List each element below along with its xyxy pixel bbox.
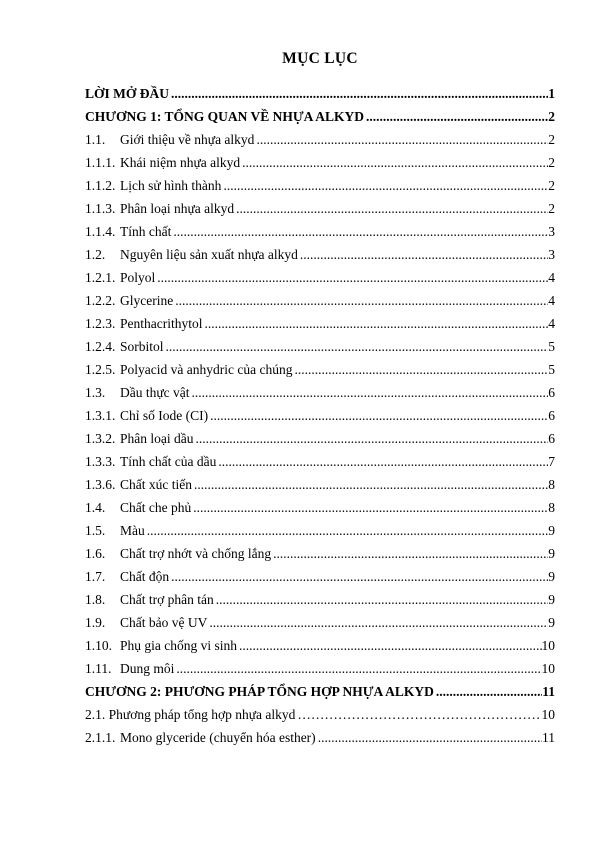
toc-leader-dots — [171, 82, 548, 105]
toc-page-number: 4 — [548, 293, 555, 308]
toc-entry-number: 1.1.1. — [85, 155, 116, 170]
toc-entry — [85, 427, 555, 450]
toc-entry-label: Chất trợ nhớt và chống lắng — [120, 546, 272, 561]
toc-entry-label: Phân loại nhựa alkyd — [120, 201, 235, 216]
toc-entry-label: Giới thiệu về nhựa alkyd — [120, 132, 255, 147]
toc-entry — [85, 151, 555, 174]
toc-page-number: 4 — [548, 316, 555, 331]
toc-entry — [85, 266, 555, 289]
toc-entry-label: Lịch sử hình thành — [120, 178, 222, 193]
toc-entry-number: 1.10. — [85, 638, 112, 653]
toc-entry-number: 1.2.5. — [85, 362, 116, 377]
toc-page-number: 8 — [548, 500, 555, 515]
toc-leader-dots — [210, 404, 548, 427]
toc-page-number: 6 — [548, 431, 555, 446]
toc-page-number: 4 — [548, 270, 555, 285]
toc-entry-number: 1.2.1. — [85, 270, 116, 285]
toc-page-number: 2 — [548, 201, 555, 216]
toc-entry-number: 1.9. — [85, 615, 106, 630]
toc-leader-dots — [223, 174, 548, 197]
toc-entry — [85, 703, 555, 726]
toc-page-number: 10 — [541, 707, 555, 722]
toc-entry — [85, 358, 555, 381]
toc-leader-dots — [204, 312, 548, 335]
toc-leader-dots — [366, 105, 548, 128]
toc-leader-dots — [192, 381, 549, 404]
toc-leader-dots — [176, 657, 541, 680]
toc-entry — [85, 289, 555, 312]
toc-page-number: 1 — [548, 86, 555, 101]
toc-leader-dots — [193, 496, 548, 519]
toc-entry-number: 1.3.6. — [85, 477, 116, 492]
toc-entry-label: CHƯƠNG 2: PHƯƠNG PHÁP TỔNG HỢP NHỰA ALKYD — [85, 684, 434, 699]
toc-leader-dots — [242, 151, 548, 174]
toc-leader-dots — [166, 335, 549, 358]
toc-entry — [85, 588, 555, 611]
toc-entry — [85, 634, 555, 657]
toc-entry — [85, 82, 555, 105]
toc-leader-dots — [300, 243, 548, 266]
toc-entry-number: 1.2.2. — [85, 293, 116, 308]
toc-entry-number: 1.1.3. — [85, 201, 116, 216]
toc-entry-number: 1.4. — [85, 500, 106, 515]
toc-entry-label: 2.1. Phương pháp tổng hợp nhựa alkyd — [85, 707, 296, 722]
toc-leader-dots — [318, 726, 542, 749]
toc-entry-label: Phân loại dầu — [120, 431, 194, 446]
toc-entry-label: LỜI MỞ ĐẦU — [85, 86, 169, 101]
toc-entry — [85, 128, 555, 151]
toc-entry-number: 1.2.4. — [85, 339, 116, 354]
toc-page-number: 5 — [548, 339, 555, 354]
toc-entry-label: Chất độn — [120, 569, 170, 584]
toc-leader-dots — [196, 427, 549, 450]
toc-page-number: 7 — [548, 454, 555, 469]
toc-entry-label: Khái niệm nhựa alkyd — [120, 155, 241, 170]
toc-entry — [85, 657, 555, 680]
toc-entry-label: Phụ gia chống vi sinh — [120, 638, 237, 653]
toc-entry-number: 1.3.3. — [85, 454, 116, 469]
toc-page-number: 9 — [548, 523, 555, 538]
toc-entry — [85, 220, 555, 243]
toc-entry-label: Mono glyceride (chuyển hóa esther) — [120, 730, 316, 745]
toc-leader-dots — [194, 473, 548, 496]
toc-page-number: 2 — [548, 155, 555, 170]
toc-list — [85, 82, 555, 749]
toc-leader-dots — [297, 703, 541, 726]
toc-entry-label: Chất xúc tiến — [120, 477, 192, 492]
toc-page-number: 11 — [542, 730, 555, 745]
toc-page-number: 9 — [548, 569, 555, 584]
toc-entry-label: Tính chất của dầu — [120, 454, 217, 469]
toc-entry-number: 1.6. — [85, 546, 106, 561]
toc-leader-dots — [173, 220, 548, 243]
toc-leader-dots — [171, 565, 548, 588]
toc-entry — [85, 726, 555, 749]
toc-title: MỤC LỤC — [282, 50, 358, 67]
toc-leader-dots — [175, 289, 548, 312]
toc-entry-label: Sorbitol — [120, 339, 164, 354]
toc-entry-label: Chất trợ phân tán — [120, 592, 214, 607]
toc-entry — [85, 450, 555, 473]
toc-entry-number: 1.5. — [85, 523, 106, 538]
toc-page-number: 9 — [548, 615, 555, 630]
toc-leader-dots — [294, 358, 548, 381]
toc-leader-dots — [236, 197, 548, 220]
toc-page-number: 11 — [542, 684, 555, 699]
toc-leader-dots — [218, 450, 548, 473]
toc-leader-dots — [239, 634, 542, 657]
toc-entry-number: 1.1.4. — [85, 224, 116, 239]
toc-leader-dots — [157, 266, 548, 289]
toc-entry-label: Glycerine — [120, 293, 174, 308]
toc-entry — [85, 105, 555, 128]
toc-page-number: 10 — [541, 638, 555, 653]
toc-entry-number: 1.3.2. — [85, 431, 116, 446]
toc-entry — [85, 174, 555, 197]
toc-entry — [85, 381, 555, 404]
toc-entry-number: 1.3. — [85, 385, 106, 400]
toc-page-number: 2 — [548, 132, 555, 147]
toc-entry-number: 1.2. — [85, 247, 106, 262]
toc-entry-label: Polyacid và anhydric của chúng — [120, 362, 293, 377]
toc-page-number: 9 — [548, 546, 555, 561]
toc-entry — [85, 519, 555, 542]
toc-entry-label: Nguyên liệu sản xuất nhựa alkyd — [120, 247, 298, 262]
toc-leader-dots — [256, 128, 548, 151]
toc-entry-label: Chất che phủ — [120, 500, 192, 515]
toc-entry — [85, 335, 555, 358]
toc-entry-label: CHƯƠNG 1: TỔNG QUAN VỀ NHỰA ALKYD — [85, 109, 365, 124]
toc-entry-number: 1.8. — [85, 592, 106, 607]
toc-page-number: 2 — [548, 178, 555, 193]
toc-page-number: 6 — [548, 408, 555, 423]
toc-entry — [85, 542, 555, 565]
toc-page-number: 8 — [548, 477, 555, 492]
toc-entry-number: 2.1.1. — [85, 730, 116, 745]
toc-entry — [85, 611, 555, 634]
toc-entry — [85, 197, 555, 220]
toc-entry-label: Dung môi — [120, 661, 175, 676]
toc-entry — [85, 312, 555, 335]
toc-page-number: 3 — [548, 224, 555, 239]
toc-page-number: 10 — [541, 661, 555, 676]
toc-leader-dots — [436, 680, 542, 703]
toc-page-number: 5 — [548, 362, 555, 377]
toc-entry — [85, 404, 555, 427]
toc-entry-label: Chất bảo vệ UV — [120, 615, 208, 630]
toc-entry-label: Màu — [120, 523, 145, 538]
toc-entry-label: Penthacrithytol — [120, 316, 203, 331]
toc-entry-label: Dầu thực vật — [120, 385, 190, 400]
toc-entry-number: 1.2.3. — [85, 316, 116, 331]
toc-page-number: 3 — [548, 247, 555, 262]
toc-leader-dots — [273, 542, 548, 565]
toc-entry-number: 1.3.1. — [85, 408, 116, 423]
toc-entry-number: 1.1. — [85, 132, 106, 147]
toc-page-number: 9 — [548, 592, 555, 607]
toc-leader-dots — [147, 519, 549, 542]
toc-entry-number: 1.1.2. — [85, 178, 116, 193]
toc-entry — [85, 680, 555, 703]
toc-entry — [85, 243, 555, 266]
toc-entry-number: 1.11. — [85, 661, 112, 676]
toc-leader-dots — [209, 611, 548, 634]
toc-entry — [85, 473, 555, 496]
toc-entry — [85, 565, 555, 588]
toc-page-number: 6 — [548, 385, 555, 400]
toc-leader-dots — [216, 588, 549, 611]
toc-entry — [85, 496, 555, 519]
toc-entry-number: 1.7. — [85, 569, 106, 584]
toc-entry-label: Chỉ số Iode (CI) — [120, 408, 209, 423]
toc-page-number: 2 — [548, 109, 555, 124]
toc-entry-label: Polyol — [120, 270, 156, 285]
toc-entry-label: Tính chất — [120, 224, 172, 239]
